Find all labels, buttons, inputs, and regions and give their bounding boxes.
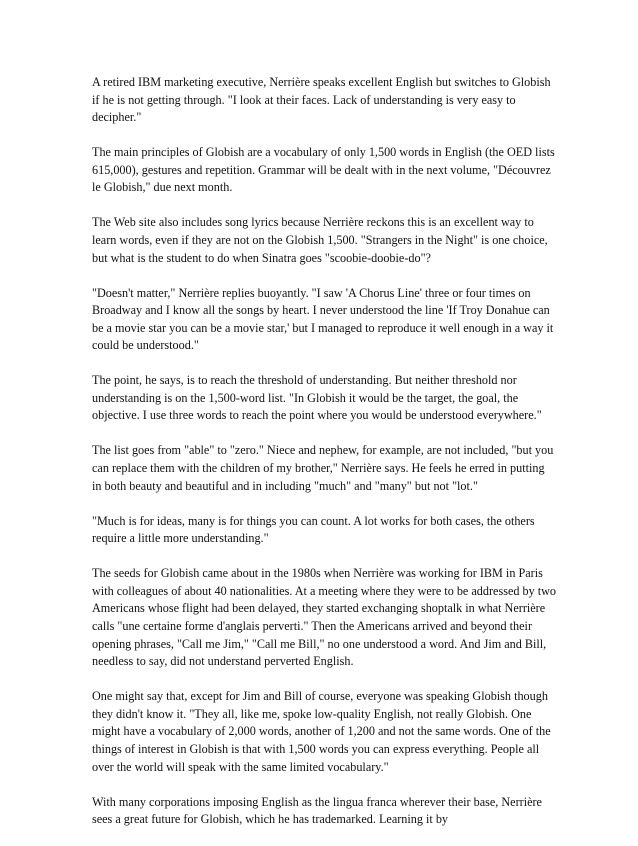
paragraph: The main principles of Globish are a vocabulary of only 1,500 words in English (the OED lists 615,000), gestures and repetition. Grammar will be dealt with in the next volume, "Découvrez le Globish," due next month.: [92, 145, 555, 195]
paragraph: The point, he says, is to reach the threshold of understanding. But neither threshold nor understanding is on the 1,500-word list. "In Globish it would be the target, the goal, the objective. I use three words to reach the point where you would be understood everywhere.": [92, 373, 542, 423]
paragraph: One might say that, except for Jim and Bill of course, everyone was speaking Globish though they didn't know it. "They all, like me, spoke low-quality English, not really Globish. One might have a vocabulary of 2,000 words, another of 1,200 and not the same words. One of the things of interest in Globish is that with 1,500 words you can express everything. People all over the world will speak with the same limited vocabulary.": [92, 689, 551, 774]
paragraph: The Web site also includes song lyrics because Nerrière reckons this is an excellent way to learn words, even if they are not on the Globish 1,500. "Strangers in the Night" is one choice, but what is the student to do when Sinatra goes "scoobie-doobie-do"?: [92, 215, 548, 265]
paragraph: With many corporations imposing English as the lingua franca wherever their base, Nerrière sees a great future for Globish, which he has trademarked. Learning it by: [92, 794, 542, 827]
paragraph: The list goes from "able" to "zero." Niece and nephew, for example, are not included, "but you can replace them with the children of my brother," Nerrière says. He feels he erred in putting in both beauty and beautiful and in including "much" and "many" but not "lot.": [92, 443, 554, 493]
paragraph: The seeds for Globish came about in the 1980s when Nerrière was working for IBM in Paris with colleagues of about 40 nationalities. At a meeting where they were to be addressed by two Americans whose flight had been delayed, they started exchanging shoptalk in what Nerrière calls "une certaine forme d'anglais perverti." Then the Americans arrived and beyond their opening phrases, "Call me Jim," "Call me Bill," no one understood a word. And Jim and Bill, needless to say, did not understand perverted English.: [92, 566, 557, 669]
paragraph: "Doesn't matter," Nerrière replies buoyantly. "I saw 'A Chorus Line' three or four times on Broadway and I know all the songs by heart. I never understood the line 'If Troy Donahue can be a movie star you can be a movie star,' but I managed to reproduce it well enough in a way it could be understood.": [92, 285, 554, 353]
paragraph: A retired IBM marketing executive, Nerrière speaks excellent English but switches to Globish if he is not getting through. "I look at their faces. Lack of understanding is very easy to decipher.": [92, 75, 551, 125]
document-page: [92, 74, 556, 846]
paragraph: "Much is for ideas, many is for things you can count. A lot works for both cases, the others require a little more understanding.": [92, 513, 535, 546]
